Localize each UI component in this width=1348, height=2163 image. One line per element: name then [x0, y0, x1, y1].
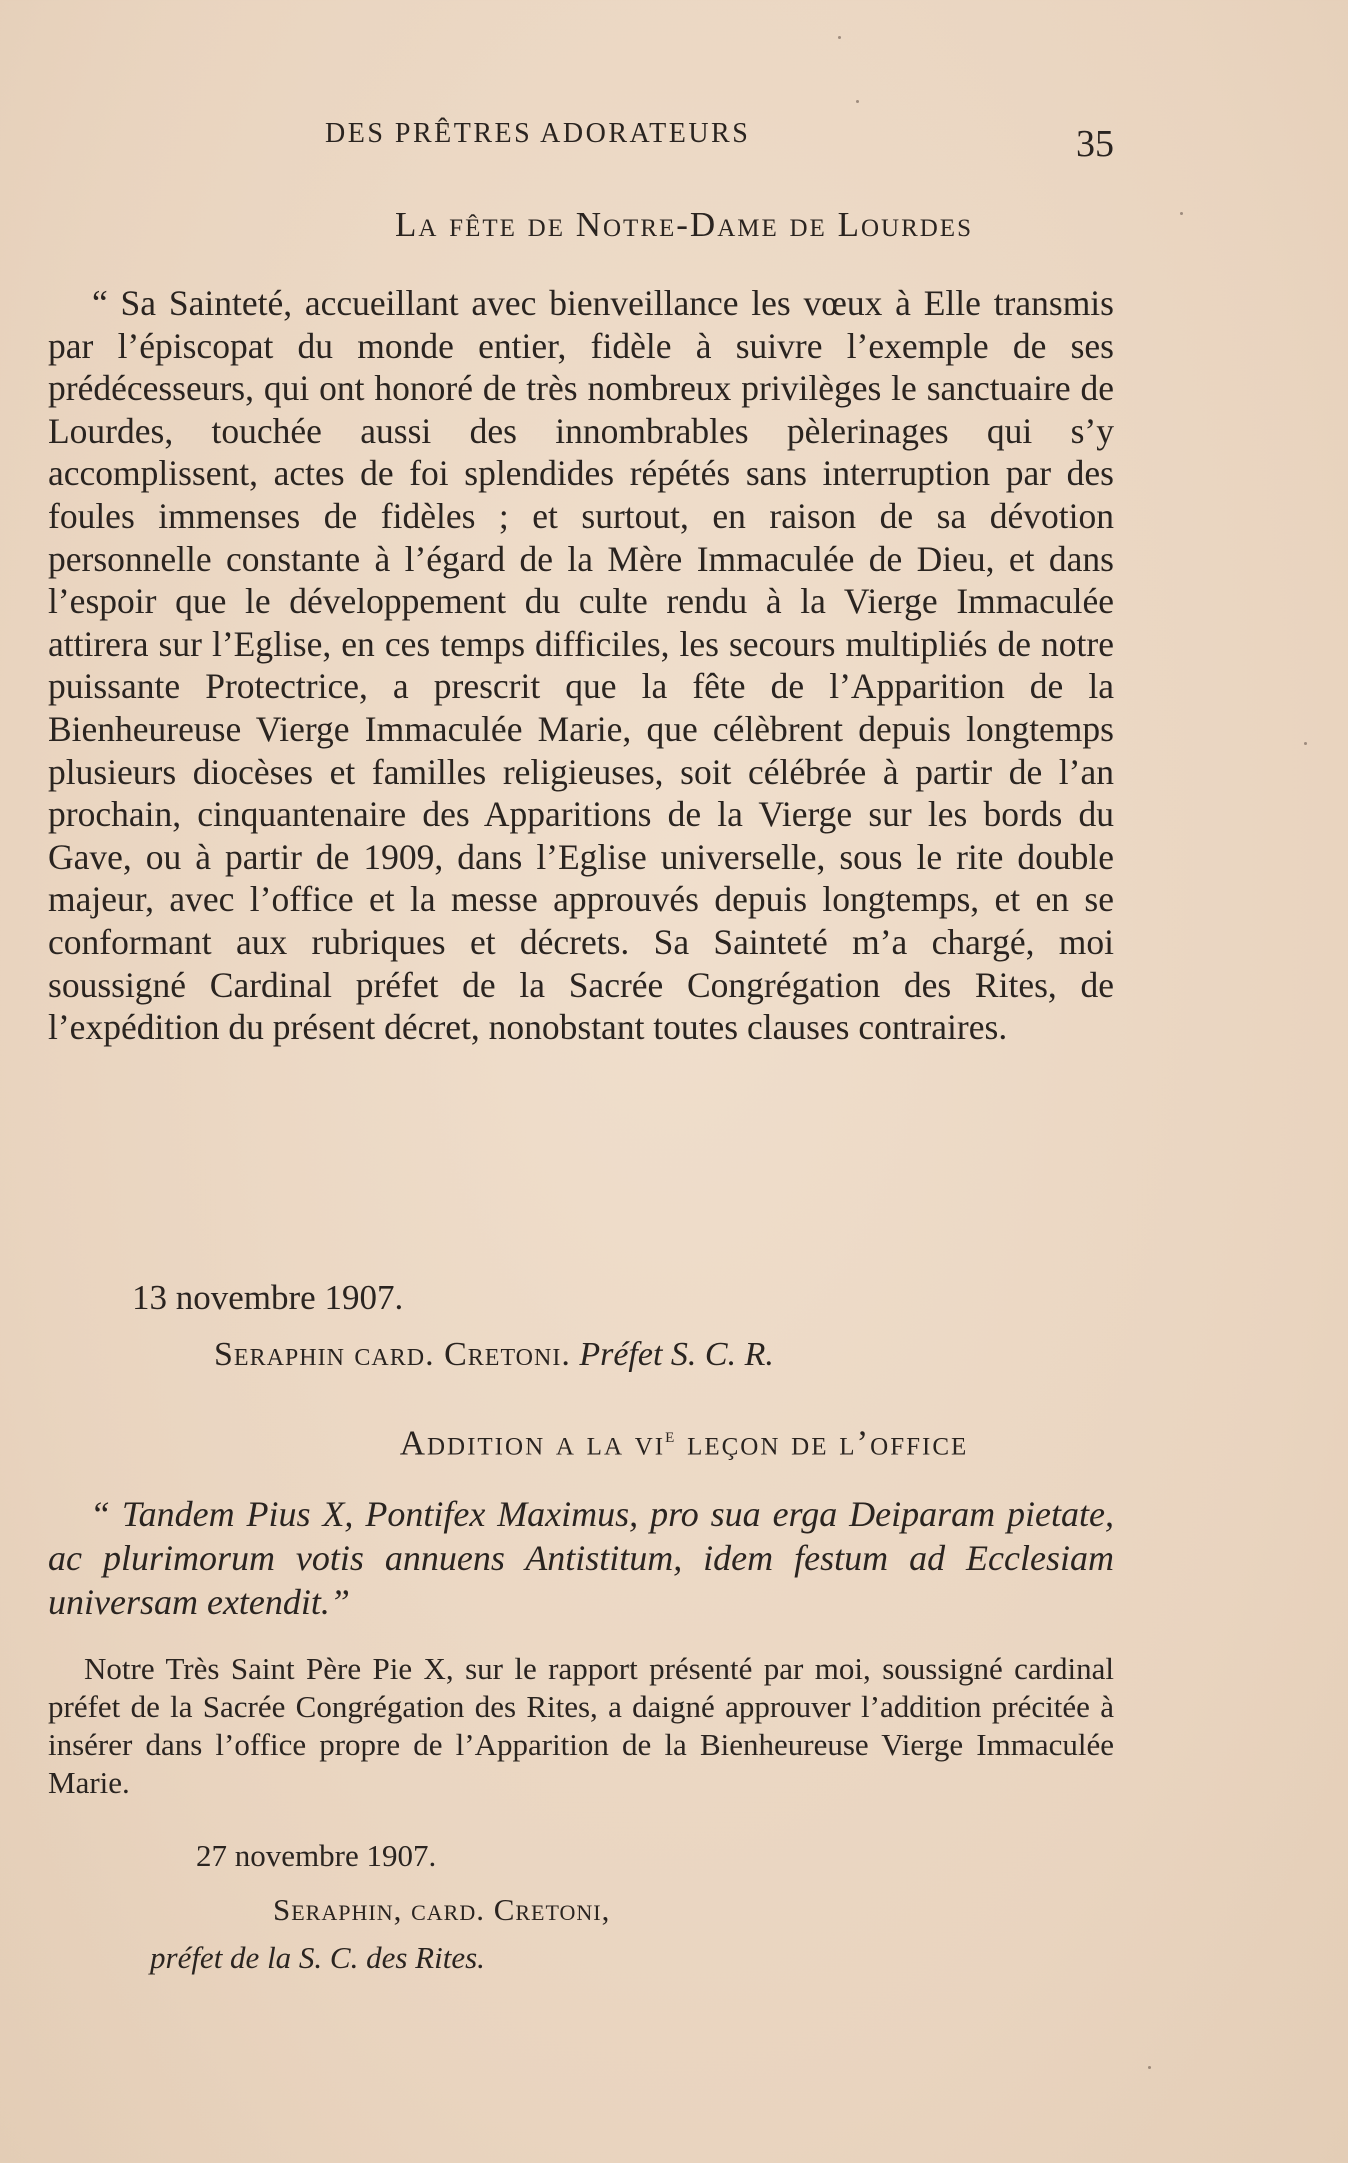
latin-lesson-text: “ Tandem Pius X, Pontifex Maximus, pro sua erga Deiparam pietate, ac plurimorum votis annuens Antistitum, idem festum ad Ecclesiam universam extendit.”	[48, 1494, 1114, 1622]
addition-title-part1: Addition a la vi	[399, 1423, 666, 1463]
running-head: DES PRÊTRES ADORATEURS	[325, 118, 751, 149]
signature-name: Seraphin card. Cretoni.	[214, 1336, 571, 1373]
approval-signature-name: Seraphin, card. Cretoni,	[273, 1892, 611, 1927]
section-title-lourdes: La fête de Notre-Dame de Lourdes	[395, 205, 973, 244]
paper-speck	[1180, 212, 1183, 215]
paper-speck	[856, 100, 859, 103]
paper-speck	[1148, 2066, 1151, 2069]
decree-paragraph: “ Sa Sainteté, accueillant avec bienveillance les vœux à Elle transmis par l’épiscopat du monde entier, fidèle à suivre l’exemple de ses prédécesseurs, qui ont honoré de très nombreux privilèges le sanctuaire de Lourdes, touchée aussi des innombrables pèlerinages qui s’y accomplissent, actes de foi splendides répétés sans interruption par des foules immenses de fidèles ; et surtout, en raison de sa dévotion personnelle constante à l’égard de la Mère Immaculée de Dieu, et dans l’espoir que le développement du culte rendu à la Vierge Immaculée attirera sur l’Eglise, en ces temps difficiles, les secours multipliés de notre puissante Protectrice, a prescrit que la fête de l’Apparition de la Bienheureuse Vierge Immaculée Marie, que célèbrent depuis longtemps plusieurs diocèses et familles religieuses, soit célébrée à partir de l’an prochain, cinquantenaire des Apparitions de la Vierge sur les bords du Gave, ou à partir de 1909, dans l’Eglise universelle, sous le rite double majeur, avec l’office et la messe approuvés depuis longtemps, et en se conformant aux rubriques et décrets. Sa Sainteté m’a chargé, moi soussigné Cardinal préfet de la Sacrée Congrégation des Rites, de l’expédition du présent décret, nonobstant toutes clauses contraires.	[48, 283, 1114, 1048]
addition-title-superscript: e	[665, 1422, 677, 1447]
decree-signature	[214, 1336, 774, 1374]
section-title-addition	[10, 1422, 1348, 1464]
paper-speck	[1304, 742, 1307, 745]
approval-signature-title: préfet de la S. C. des Rites.	[150, 1940, 485, 1975]
page-number: 35	[1076, 123, 1114, 165]
approval-date: 27 novembre 1907.	[196, 1838, 437, 1873]
decree-date: 13 novembre 1907.	[132, 1278, 404, 1317]
approval-paragraph: Notre Très Saint Père Pie X, sur le rapport présenté par moi, soussigné cardinal préfet de la Sacrée Congrégation des Rites, a daigné approuver l’addition précitée à insérer dans l’office propre de l’Apparition de la Bienheureuse Vierge Immaculée Marie.	[48, 1651, 1114, 1800]
signature-title: Préfet S. C. R.	[579, 1336, 774, 1373]
addition-title-part2: leçon de l’office	[676, 1423, 969, 1463]
paper-speck	[838, 36, 841, 39]
